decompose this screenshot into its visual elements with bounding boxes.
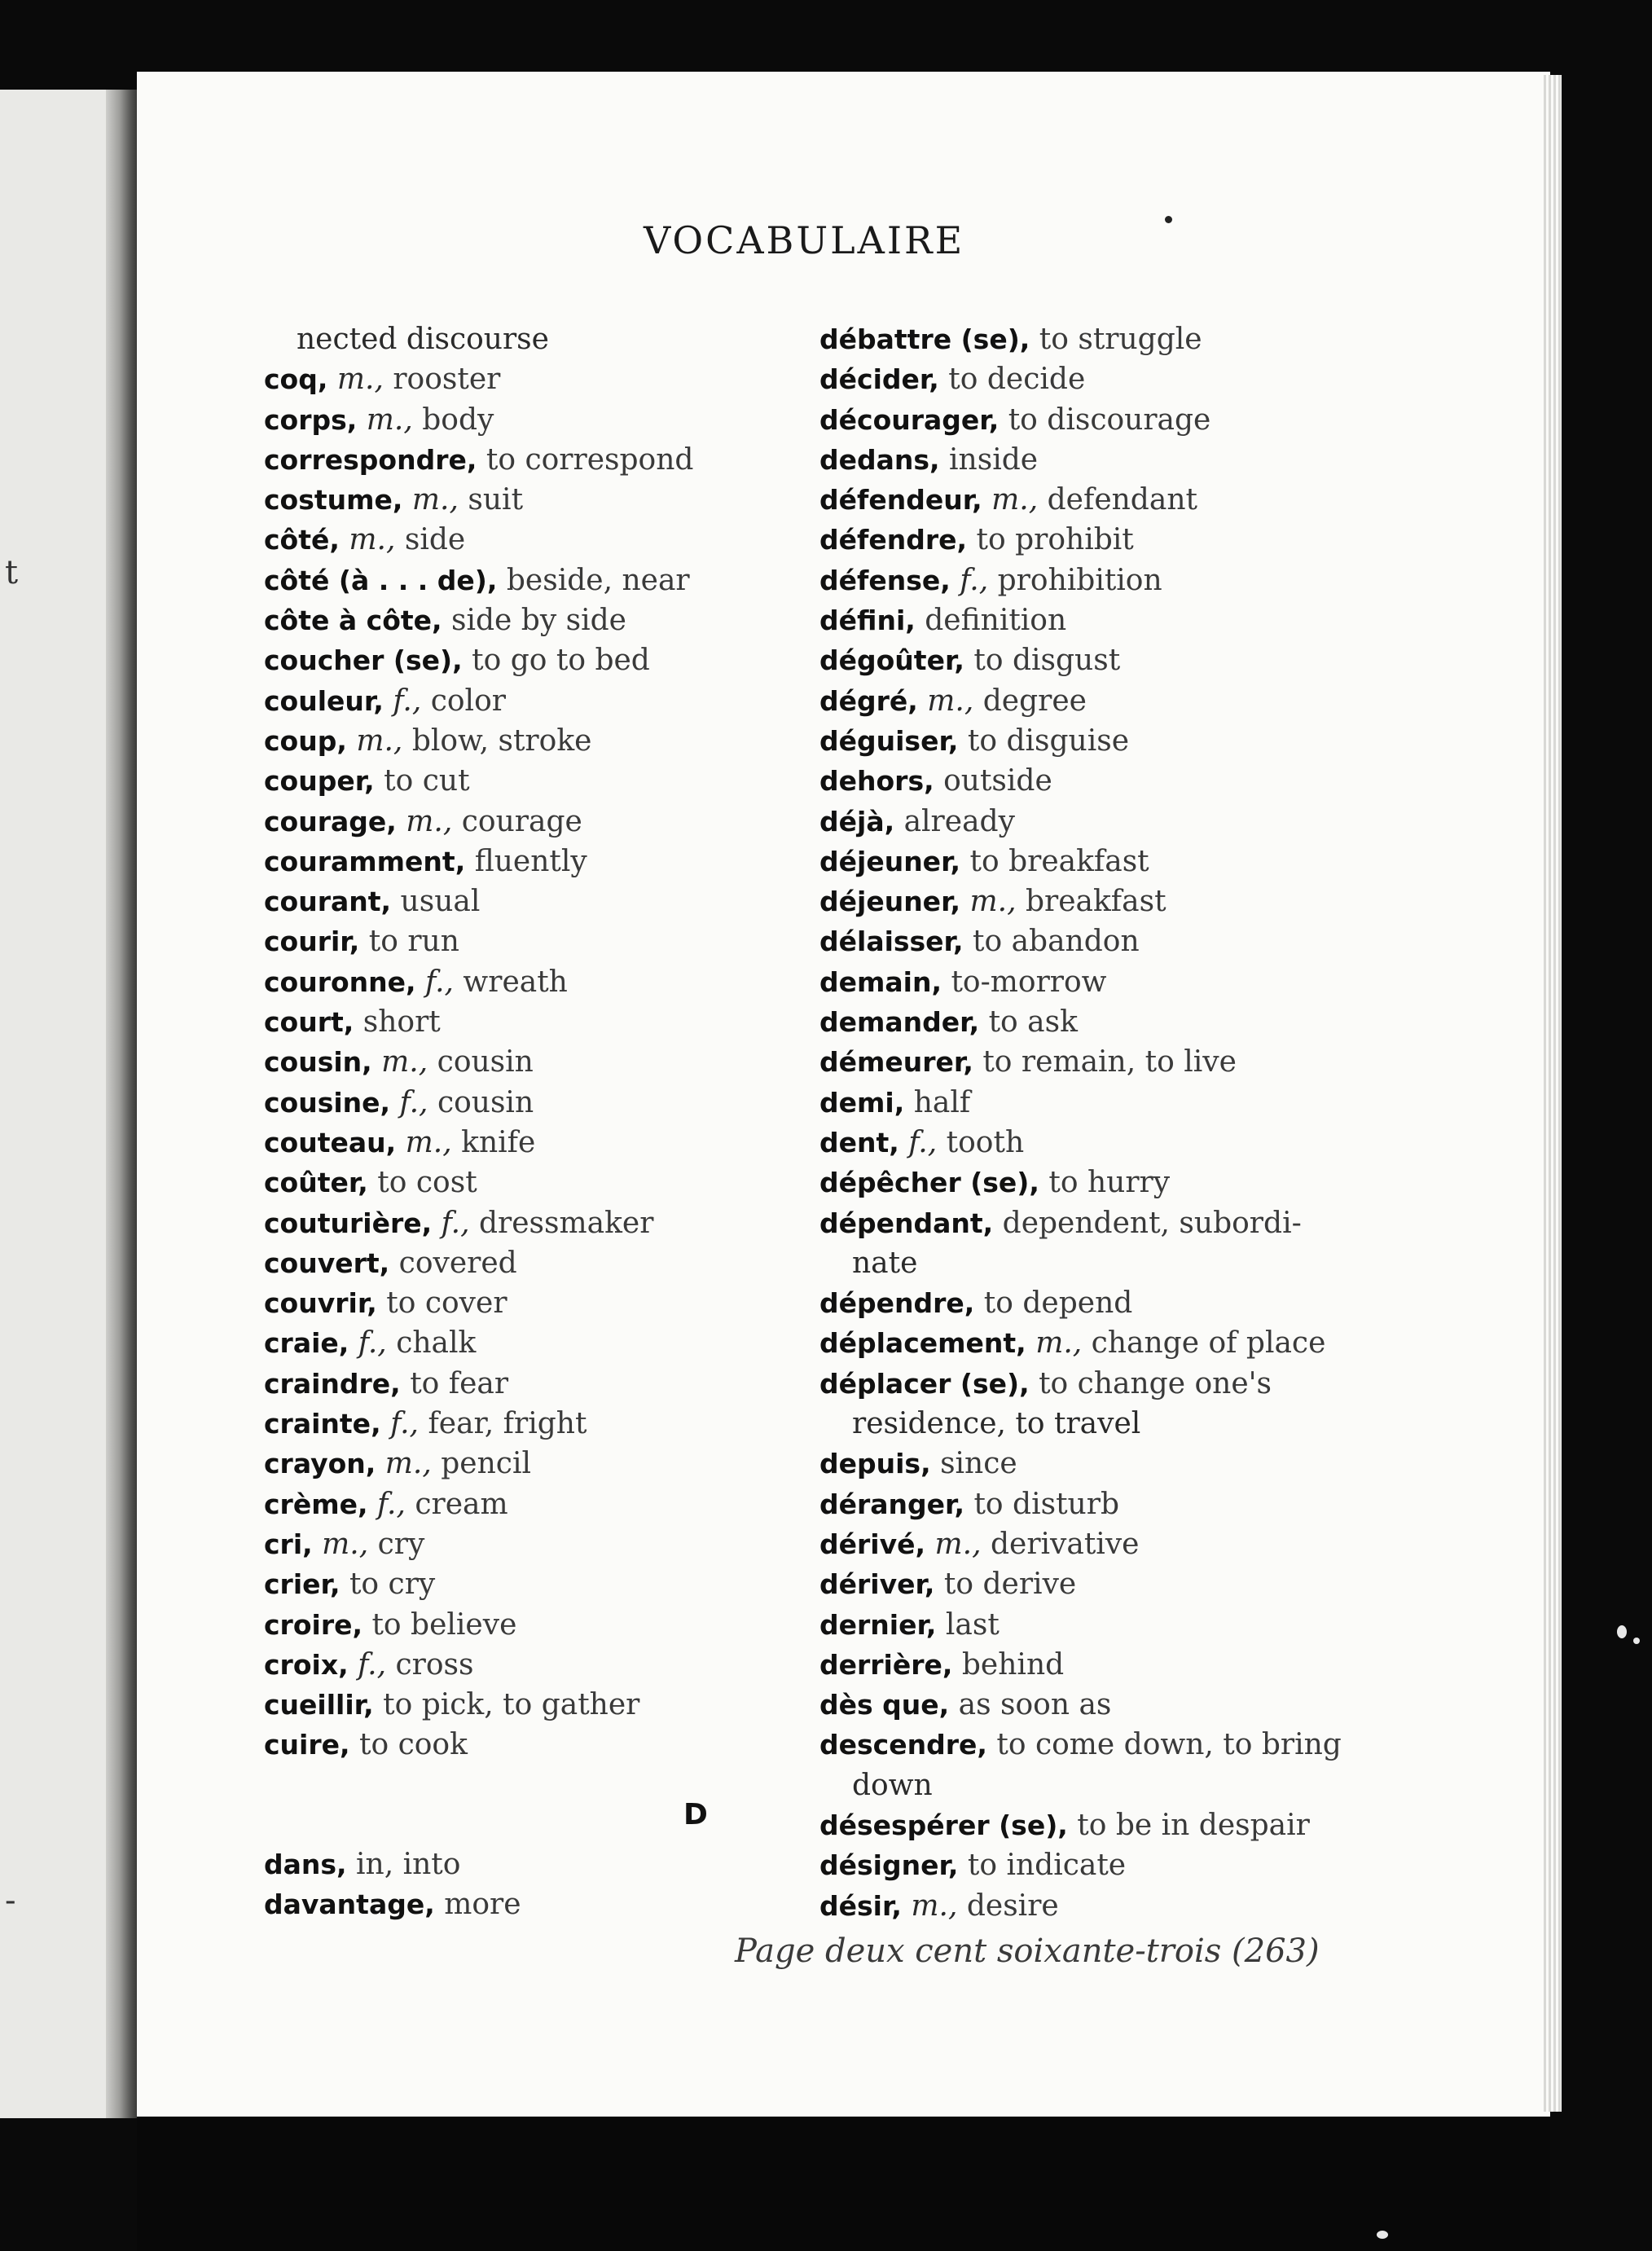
headword: déplacer (se), bbox=[819, 1367, 1030, 1400]
vocabulary-entry bbox=[264, 1605, 899, 1645]
vocabulary-entry bbox=[819, 761, 1357, 801]
dust-speck bbox=[1633, 1638, 1640, 1644]
headword: dérivé, bbox=[819, 1528, 926, 1560]
translation: to disgust bbox=[973, 644, 1121, 678]
headword: couronne, bbox=[264, 965, 416, 998]
translation: to cover bbox=[386, 1286, 507, 1321]
gender-abbreviation: f., bbox=[441, 1206, 470, 1240]
headword: côte à côte, bbox=[264, 605, 442, 637]
headword: cousine, bbox=[264, 1086, 391, 1119]
translation: since bbox=[940, 1447, 1017, 1481]
headword: demander, bbox=[819, 1006, 980, 1039]
left-page-mark: t bbox=[5, 554, 19, 591]
gender-abbreviation: m., bbox=[934, 1527, 982, 1561]
headword: désigner, bbox=[819, 1849, 959, 1882]
vocabulary-entry bbox=[819, 1163, 1357, 1202]
headword: côté, bbox=[264, 524, 340, 556]
book-gutter bbox=[106, 90, 140, 2118]
headword: défini, bbox=[819, 605, 916, 637]
translation: cross bbox=[395, 1647, 474, 1682]
headword: courir, bbox=[264, 925, 360, 958]
gender-abbreviation: m., bbox=[366, 402, 413, 437]
vocabulary-entry bbox=[819, 1203, 1357, 1243]
vocabulary-entry bbox=[264, 1685, 899, 1725]
headword: démeurer, bbox=[819, 1046, 973, 1079]
vocabulary-entry bbox=[819, 1886, 1357, 1926]
entry-continuation: down bbox=[852, 1768, 933, 1802]
entry-continuation: nate bbox=[852, 1246, 918, 1280]
translation: to fear bbox=[410, 1366, 509, 1400]
vocabulary-entry bbox=[264, 1323, 899, 1363]
gender-abbreviation: m., bbox=[927, 684, 974, 718]
vocabulary-entry bbox=[819, 1323, 1357, 1363]
headword: davantage, bbox=[264, 1888, 435, 1921]
vocabulary-entry bbox=[264, 359, 899, 399]
headword: couramment, bbox=[264, 845, 466, 877]
headword: couleur, bbox=[264, 684, 384, 717]
translation: to discourage bbox=[1008, 402, 1211, 437]
gender-abbreviation: m., bbox=[411, 483, 459, 517]
headword: demi, bbox=[819, 1086, 905, 1119]
translation: to disturb bbox=[973, 1487, 1119, 1521]
headword: correspondre, bbox=[264, 443, 477, 476]
vocabulary-entry bbox=[264, 520, 899, 560]
gender-abbreviation: f., bbox=[960, 563, 989, 597]
gender-abbreviation: m., bbox=[406, 804, 453, 838]
gender-abbreviation: f., bbox=[908, 1125, 938, 1159]
headword: désespérer (se), bbox=[819, 1809, 1068, 1841]
print-speck bbox=[1165, 216, 1172, 223]
translation: to come down, to bring bbox=[996, 1728, 1342, 1762]
translation: to change one's bbox=[1039, 1366, 1272, 1400]
vocabulary-entry bbox=[264, 1564, 899, 1604]
headword: croix, bbox=[264, 1648, 349, 1681]
translation: to prohibit bbox=[976, 523, 1134, 557]
translation: to ask bbox=[988, 1005, 1078, 1040]
vocabulary-entry bbox=[819, 1444, 1357, 1484]
vocabulary-entry bbox=[819, 802, 1357, 842]
translation: to cook bbox=[359, 1728, 468, 1762]
headword: décourager, bbox=[819, 403, 1000, 436]
vocabulary-entry bbox=[264, 1123, 899, 1163]
vocabulary-entry bbox=[264, 1844, 899, 1884]
headword: coq, bbox=[264, 363, 328, 396]
translation: more bbox=[444, 1888, 521, 1922]
gender-abbreviation: m., bbox=[336, 363, 384, 397]
headword: depuis, bbox=[819, 1448, 931, 1480]
headword: corps, bbox=[264, 403, 358, 436]
headword: coûter, bbox=[264, 1167, 368, 1199]
vocabulary-entry bbox=[819, 561, 1357, 600]
translation: last bbox=[945, 1607, 1000, 1642]
gender-abbreviation: m., bbox=[322, 1527, 369, 1561]
translation: half bbox=[913, 1085, 971, 1119]
translation: already bbox=[903, 804, 1015, 838]
vocabulary-entry bbox=[819, 440, 1357, 480]
vocabulary-entry bbox=[819, 1845, 1357, 1885]
entry-continuation: residence, to travel bbox=[852, 1407, 1141, 1441]
headword: déguiser, bbox=[819, 724, 959, 757]
vocabulary-entry bbox=[264, 921, 899, 961]
translation: courage bbox=[461, 804, 582, 838]
vocabulary-entry bbox=[819, 640, 1357, 680]
translation: to go to bed bbox=[472, 644, 650, 678]
gender-abbreviation: m., bbox=[969, 885, 1017, 919]
headword: crayon, bbox=[264, 1448, 376, 1480]
translation: to cost bbox=[377, 1166, 477, 1200]
vocabulary-entry bbox=[264, 1042, 899, 1082]
headword: dehors, bbox=[819, 765, 934, 798]
vocabulary-entry bbox=[264, 1364, 899, 1404]
right-column bbox=[819, 319, 1357, 1926]
headword: dégré, bbox=[819, 684, 918, 717]
vocabulary-entry bbox=[819, 1123, 1357, 1163]
gender-abbreviation: f., bbox=[376, 1487, 406, 1521]
translation: beside, near bbox=[506, 563, 690, 597]
vocabulary-entry bbox=[819, 319, 1357, 359]
translation: change of place bbox=[1091, 1326, 1326, 1361]
entry-continuation: nected discourse bbox=[297, 323, 549, 356]
vocabulary-entry bbox=[264, 561, 899, 600]
gender-abbreviation: m., bbox=[349, 523, 396, 557]
translation: to-morrow bbox=[951, 965, 1107, 999]
translation: to pick, to gather bbox=[383, 1688, 640, 1722]
translation: to be in despair bbox=[1077, 1808, 1310, 1842]
translation: to indicate bbox=[967, 1849, 1127, 1883]
translation: dependent, subordi- bbox=[1002, 1206, 1302, 1240]
translation: cousin bbox=[437, 1085, 534, 1119]
vocabulary-entry bbox=[819, 1805, 1357, 1845]
headword: déjeuner, bbox=[819, 886, 961, 918]
headword: courant, bbox=[264, 886, 392, 918]
translation: to depend bbox=[983, 1286, 1133, 1321]
vocabulary-entry bbox=[819, 1364, 1357, 1404]
vocabulary-entry bbox=[819, 842, 1357, 881]
translation: breakfast bbox=[1025, 885, 1167, 919]
vocabulary-entry bbox=[819, 881, 1357, 921]
page-folio: Page deux cent soixante-trois (263) bbox=[735, 1932, 1320, 1970]
translation: dressmaker bbox=[479, 1206, 654, 1240]
headword: dedans, bbox=[819, 443, 940, 476]
translation: desire bbox=[966, 1888, 1059, 1923]
translation: side by side bbox=[451, 604, 626, 638]
gender-abbreviation: m., bbox=[356, 723, 403, 758]
vocabulary-entry bbox=[819, 480, 1357, 520]
vocabulary-entry bbox=[819, 1564, 1357, 1604]
vocabulary-entry bbox=[264, 761, 899, 801]
headword: couteau, bbox=[264, 1126, 397, 1158]
headword: dent, bbox=[819, 1126, 899, 1158]
headword: couvrir, bbox=[264, 1287, 377, 1320]
translation: as soon as bbox=[958, 1688, 1112, 1722]
translation: to cry bbox=[349, 1567, 436, 1602]
translation: in, into bbox=[356, 1847, 461, 1881]
vocabulary-entry bbox=[819, 1283, 1357, 1323]
gender-abbreviation: m., bbox=[384, 1447, 432, 1481]
translation: to cut bbox=[384, 764, 470, 798]
headword: crème, bbox=[264, 1488, 368, 1520]
vocabulary-entry bbox=[264, 1484, 899, 1524]
vocabulary-entry bbox=[819, 359, 1357, 399]
headword: dans, bbox=[264, 1848, 347, 1880]
headword: déjà, bbox=[819, 805, 895, 838]
headword: crier, bbox=[264, 1568, 341, 1601]
vocabulary-entry bbox=[264, 600, 899, 640]
translation: to decide bbox=[948, 363, 1086, 397]
headword: défendeur, bbox=[819, 484, 982, 517]
gender-abbreviation: m., bbox=[1035, 1326, 1083, 1361]
translation: rooster bbox=[393, 363, 501, 397]
vocabulary-entry bbox=[819, 600, 1357, 640]
translation: to disguise bbox=[967, 723, 1130, 758]
headword: cri, bbox=[264, 1528, 313, 1560]
vocabulary-entry bbox=[819, 681, 1357, 721]
headword: derrière, bbox=[819, 1648, 953, 1681]
headword: courage, bbox=[264, 805, 397, 838]
vocabulary-entry bbox=[264, 1083, 899, 1123]
headword: débattre (se), bbox=[819, 323, 1030, 355]
translation: to hurry bbox=[1048, 1166, 1171, 1200]
vocabulary-entry bbox=[819, 1083, 1357, 1123]
translation: degree bbox=[982, 684, 1087, 718]
vocabulary-entry bbox=[264, 1884, 899, 1924]
headword: craindre, bbox=[264, 1367, 401, 1400]
headword: décider, bbox=[819, 363, 939, 396]
vocabulary-entry bbox=[264, 1283, 899, 1323]
headword: défendre, bbox=[819, 524, 968, 556]
headword: déranger, bbox=[819, 1488, 965, 1520]
vocabulary-entry bbox=[819, 1725, 1357, 1765]
headword: couvert, bbox=[264, 1246, 390, 1279]
translation: body bbox=[422, 402, 494, 437]
vocabulary-entry bbox=[264, 1725, 899, 1765]
translation: knife bbox=[461, 1125, 536, 1159]
gender-abbreviation: f., bbox=[390, 1407, 419, 1441]
headword: cuire, bbox=[264, 1729, 350, 1761]
dust-speck bbox=[1617, 1625, 1627, 1638]
dust-speck bbox=[1377, 2231, 1388, 2239]
headword: côté (à . . . de), bbox=[264, 564, 498, 596]
vocabulary-entry bbox=[819, 1524, 1357, 1564]
page-edge bbox=[1544, 75, 1562, 2112]
translation: inside bbox=[949, 442, 1039, 477]
headword: dépendant, bbox=[819, 1207, 994, 1239]
headword: dégoûter, bbox=[819, 644, 964, 677]
headword: craie, bbox=[264, 1327, 349, 1360]
translation: usual bbox=[400, 885, 481, 919]
vocabulary-entry bbox=[264, 962, 899, 1002]
vocabulary-entry bbox=[264, 842, 899, 881]
vocabulary-entry bbox=[264, 1002, 899, 1042]
translation: defendant bbox=[1047, 483, 1197, 517]
headword: crainte, bbox=[264, 1408, 381, 1440]
headword: costume, bbox=[264, 484, 403, 517]
vocabulary-entry bbox=[819, 962, 1357, 1002]
headword: croire, bbox=[264, 1608, 363, 1641]
translation: to struggle bbox=[1039, 323, 1202, 356]
headword: dépendre, bbox=[819, 1287, 975, 1320]
translation: to breakfast bbox=[969, 844, 1149, 878]
vocabulary-entry bbox=[819, 1484, 1357, 1524]
translation: behind bbox=[961, 1647, 1065, 1682]
vocabulary-entry bbox=[264, 440, 899, 480]
headword: dépêcher (se), bbox=[819, 1167, 1039, 1199]
headword: couturière, bbox=[264, 1207, 433, 1239]
translation: definition bbox=[925, 604, 1067, 638]
vocabulary-entry bbox=[819, 520, 1357, 560]
translation: cream bbox=[415, 1487, 508, 1521]
translation: wreath bbox=[463, 965, 568, 999]
vocabulary-entry bbox=[819, 1002, 1357, 1042]
translation: fluently bbox=[474, 844, 587, 878]
vocabulary-entry bbox=[264, 400, 899, 440]
gender-abbreviation: m., bbox=[381, 1045, 428, 1079]
left-column bbox=[264, 319, 899, 1925]
headword: dernier, bbox=[819, 1608, 937, 1641]
headword: demain, bbox=[819, 965, 942, 998]
vocabulary-entry bbox=[819, 400, 1357, 440]
gender-abbreviation: f., bbox=[358, 1647, 387, 1682]
gender-abbreviation: f., bbox=[399, 1085, 428, 1119]
translation: side bbox=[404, 523, 466, 557]
vocabulary-entry bbox=[264, 1203, 899, 1243]
running-head: VOCABULAIRE bbox=[644, 218, 965, 262]
left-page-fragment bbox=[0, 90, 121, 2118]
translation: to correspond bbox=[485, 442, 694, 477]
translation: outside bbox=[943, 764, 1052, 798]
headword: cueillir, bbox=[264, 1689, 374, 1721]
vocabulary-entry bbox=[819, 1685, 1357, 1725]
headword: désir, bbox=[819, 1889, 902, 1922]
headword: déplacement, bbox=[819, 1327, 1026, 1360]
headword: coucher (se), bbox=[264, 644, 463, 677]
vocabulary-entry bbox=[819, 1042, 1357, 1082]
vocabulary-entry bbox=[264, 802, 899, 842]
translation: color bbox=[430, 684, 506, 718]
translation: covered bbox=[398, 1246, 517, 1280]
translation: chalk bbox=[396, 1326, 477, 1361]
vocabulary-entry bbox=[264, 1404, 899, 1444]
vocabulary-entry bbox=[264, 640, 899, 680]
translation: tooth bbox=[946, 1125, 1025, 1159]
vocabulary-entry bbox=[819, 1645, 1357, 1685]
headword: coup, bbox=[264, 724, 347, 757]
translation: to derive bbox=[943, 1567, 1077, 1602]
vocabulary-entry bbox=[264, 1645, 899, 1685]
vocabulary-entry bbox=[819, 921, 1357, 961]
vocabulary-entry bbox=[264, 1243, 899, 1283]
translation: derivative bbox=[990, 1527, 1140, 1561]
vocabulary-entry bbox=[819, 721, 1357, 761]
translation: to remain, to live bbox=[982, 1045, 1237, 1079]
headword: défense, bbox=[819, 564, 951, 596]
vocabulary-entry bbox=[264, 1444, 899, 1484]
headword: descendre, bbox=[819, 1729, 987, 1761]
translation: to believe bbox=[371, 1607, 517, 1642]
translation: blow, stroke bbox=[411, 723, 592, 758]
translation: to run bbox=[368, 925, 459, 959]
gender-abbreviation: f., bbox=[358, 1326, 387, 1361]
headword: dès que, bbox=[819, 1689, 950, 1721]
headword: cousin, bbox=[264, 1046, 372, 1079]
headword: délaisser, bbox=[819, 925, 964, 958]
vocabulary-entry bbox=[264, 721, 899, 761]
page-bottom-background bbox=[137, 2117, 1550, 2251]
gender-abbreviation: f., bbox=[393, 684, 422, 718]
gender-abbreviation: m., bbox=[911, 1888, 958, 1923]
headword: court, bbox=[264, 1006, 354, 1039]
translation: prohibition bbox=[997, 563, 1162, 597]
vocabulary-entry bbox=[264, 881, 899, 921]
vocabulary-entry bbox=[264, 1524, 899, 1564]
vocabulary-entry bbox=[264, 681, 899, 721]
translation: short bbox=[362, 1005, 441, 1040]
translation: pencil bbox=[441, 1447, 531, 1481]
translation: cousin bbox=[437, 1045, 534, 1079]
vocabulary-entry bbox=[264, 1163, 899, 1202]
gender-abbreviation: f., bbox=[425, 965, 454, 999]
translation: cry bbox=[377, 1527, 425, 1561]
headword: couper, bbox=[264, 765, 375, 798]
headword: dériver, bbox=[819, 1568, 935, 1601]
translation: suit bbox=[468, 483, 524, 517]
gender-abbreviation: m., bbox=[405, 1125, 452, 1159]
section-letter: D bbox=[683, 1797, 708, 1831]
headword: déjeuner, bbox=[819, 845, 961, 877]
translation: fear, fright bbox=[428, 1407, 587, 1441]
left-page-mark: - bbox=[5, 1882, 16, 1919]
gender-abbreviation: m., bbox=[991, 483, 1039, 517]
translation: to abandon bbox=[972, 925, 1140, 959]
vocabulary-entry bbox=[264, 480, 899, 520]
vocabulary-entry bbox=[819, 1605, 1357, 1645]
